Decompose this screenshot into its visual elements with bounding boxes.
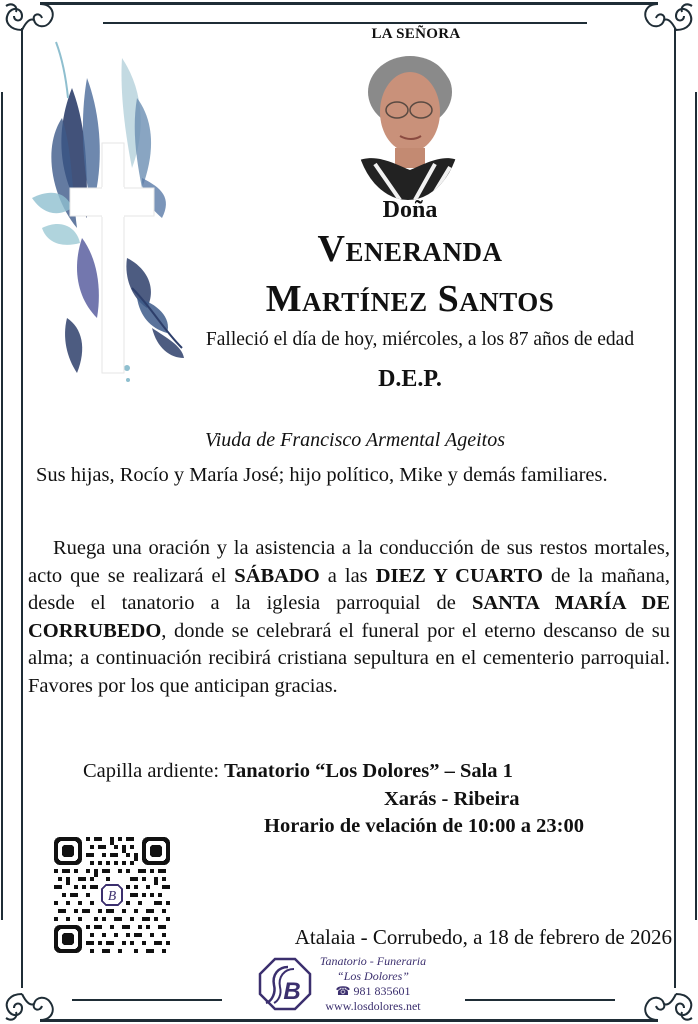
ceremony-church: SANTA MARÍA DE CORRUBEDO xyxy=(28,592,671,642)
cross-with-leaves-icon xyxy=(32,28,192,398)
ceremony-text-4: , donde se celebrará el funeral por el eterno descanso de su alma; a continuación recibirá cristiana sepultura en el cementerio parroquial. Favores por los que anticipan gracias. xyxy=(28,619,670,697)
svg-text:B: B xyxy=(283,978,301,1005)
ceremony-text-1: Ruega una oración y la asistencia a la conducción de sus restos mortales, acto que se realizará el xyxy=(28,537,670,587)
widow-of: Viuda de Francisco Armental Ageitos xyxy=(205,429,505,451)
border-left-outer xyxy=(1,92,3,920)
wake-label: Capilla ardiente: xyxy=(83,760,225,782)
wake-info xyxy=(40,758,670,841)
wake-location: Xarás - Ribeira xyxy=(384,787,520,810)
wake-hours: Horario de velación de 10:00 a 23:00 xyxy=(264,815,584,837)
border-bottom-outer xyxy=(40,1019,658,1022)
border-right-outer xyxy=(695,92,697,920)
funeraria-website-link[interactable]: www.losdolores.net xyxy=(325,999,421,1013)
funeraria-phone[interactable]: 981 835601 xyxy=(353,984,411,998)
border-bottom-inner-left xyxy=(72,999,222,1001)
ceremony-day: SÁBADO xyxy=(234,564,320,587)
title-prefix: LA SEÑORA xyxy=(371,26,461,42)
corner-scroll-bottom-right-icon xyxy=(638,988,698,1024)
place-date: Atalaia - Corrubedo, a 18 de febrero de 2026 xyxy=(294,925,672,949)
ceremony-time: DIEZ Y CUARTO xyxy=(375,564,543,587)
deceased-first-name: Veneranda xyxy=(317,228,503,270)
deceased-surnames: Martínez Santos xyxy=(265,278,555,320)
wake-venue: Tanatorio “Los Dolores” – Sala 1 xyxy=(224,760,513,782)
ceremony-text-2: a las xyxy=(319,564,376,587)
deceased-photo xyxy=(355,52,461,200)
border-bottom-inner-right xyxy=(465,999,615,1001)
border-right-inner xyxy=(674,28,676,988)
svg-text:B: B xyxy=(107,888,117,904)
death-notice: Falleció el día de hoy, miércoles, a los 87 años de edad xyxy=(205,329,635,350)
honorific: Doña xyxy=(382,197,438,223)
corner-scroll-bottom-left-icon xyxy=(0,988,60,1024)
qr-code-icon[interactable] xyxy=(54,837,170,953)
funeraria-info xyxy=(306,954,440,1014)
ceremony-text-3: de la mañana, desde el tanatorio a la iglesia parroquial de xyxy=(28,564,670,614)
ceremony-paragraph xyxy=(28,535,670,700)
phone-icon: ☎ xyxy=(335,984,351,998)
border-left-inner xyxy=(21,28,23,988)
rip-text: D.E.P. xyxy=(378,366,442,392)
border-top-inner xyxy=(103,22,587,24)
funeraria-name: “Los Dolores” xyxy=(337,969,409,983)
funeraria-logo-icon xyxy=(258,957,312,1011)
relatives: Sus hijas, Rocío y María José; hijo político, Mike y demás familiares. xyxy=(36,464,608,486)
border-top-outer xyxy=(40,2,658,5)
funeraria-type: Tanatorio - Funeraria xyxy=(319,954,427,968)
